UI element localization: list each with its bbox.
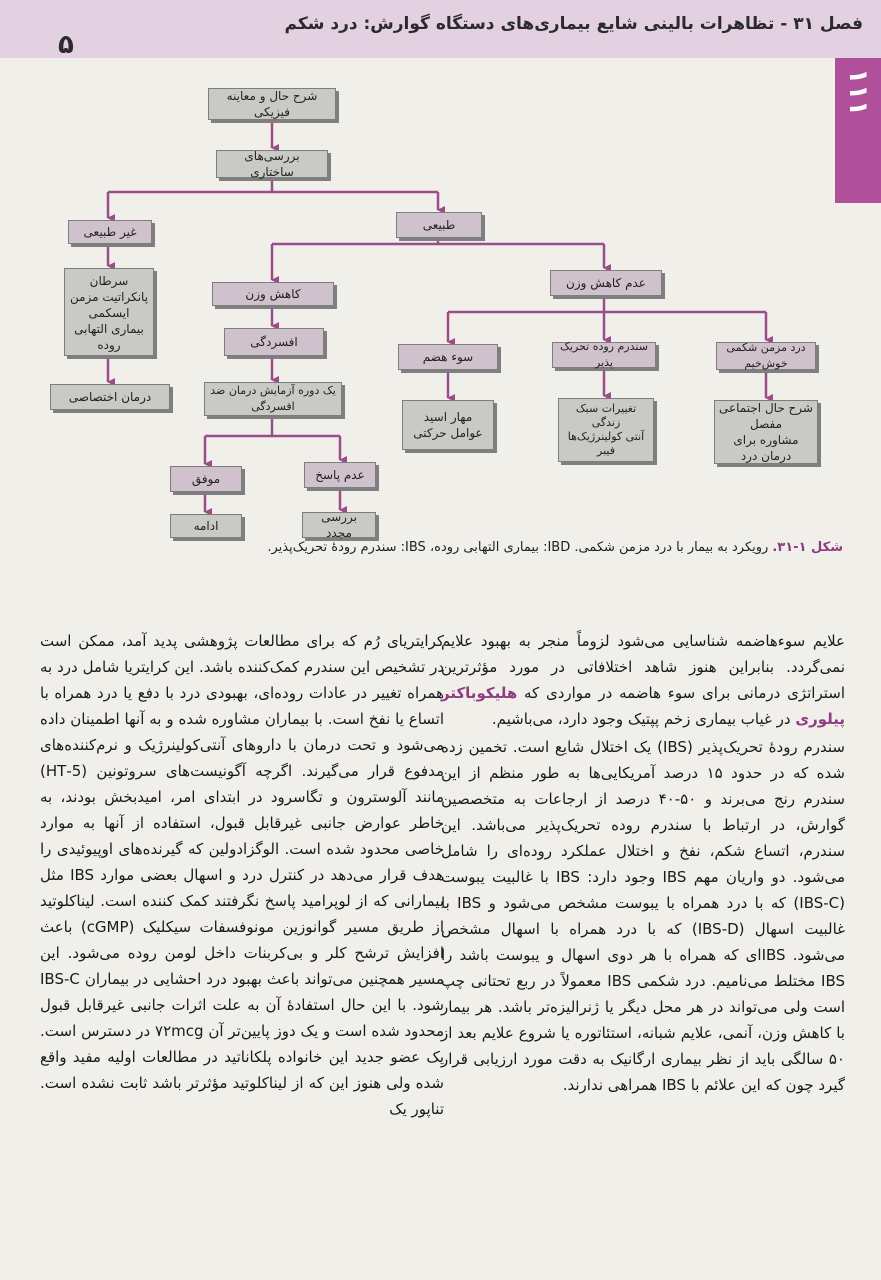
box-acid-suppression bbox=[402, 400, 494, 450]
box-dyspepsia: سوء هضم bbox=[398, 344, 498, 370]
box-no-weight-loss: عدم کاهش وزن bbox=[550, 270, 662, 296]
paragraph-text: در غیاب بیماری زخم پپتیک وجود دارد، می‌باشیم. bbox=[491, 710, 796, 728]
cause-cancer: سرطان bbox=[89, 274, 129, 288]
side-tab-label: ۱۱۱ bbox=[843, 68, 873, 116]
box-abnormal-causes bbox=[64, 268, 154, 356]
page-number: ۵ bbox=[58, 30, 74, 60]
pain-counseling: مشاوره برای درمان درد bbox=[733, 433, 799, 463]
chapter-title: فصل ۳۱ - تظاهرات بالینی شایع بیماری‌های دستگاه گوارش: درد شکم bbox=[284, 14, 863, 34]
box-depression: افسردگی bbox=[224, 328, 324, 356]
box-no-response: عدم پاسخ bbox=[304, 462, 376, 488]
figure-caption-text: رویکرد به بیمار با درد مزمن شکمی. IBD: بیماری التهابی روده، IBS: سندرم رودهٔ تحریک‌پذیر. bbox=[267, 540, 769, 555]
motility-agents: عوامل حرکتی bbox=[413, 426, 483, 440]
lifestyle-change: تغییرات سبک زندگی bbox=[575, 402, 637, 429]
box-ibs: سندرم روده تحریک پذیر bbox=[552, 342, 656, 368]
fiber: فیبر bbox=[597, 444, 615, 457]
box-success: موفق bbox=[170, 466, 242, 492]
paragraph-rome-criteria: کرایتریای رُم که برای مطالعات پژوهشی پدید آمد، ممکن است در تشخیص این سندرم کمک‌کننده باشد. این کرایتریا شامل درد به همراه تغییر در عادات روده‌ای، بهبودی درد با دفع یا درد همراه با اتساع یا نفخ است. با بیماران مشاوره شده و به آنها اطمینان داده می‌شود و تحت درمان با داروهای آنتی‌کولینرژیک و نرم‌کننده‌های مدفوع قرار می‌گیرند. اگرچه آگونیست‌های سروتونین (5-HT) مانند آلوسترون و تگاسرود در ابتدای امر، امیدبخش بودند، به خاطر عوارض جانبی غیرقابل قبول، استفاده از آنها به موارد خاصی محدود شده است. الوگزادولین که گیرنده‌های اوپیوئیدی را هدف قرار می‌دهد در کنترل درد و اسهال بعضی موارد IBS مثل بیمارانی که از لوپرامید پاسخ نگرفتند کمک کننده است. لیناکلوتید از طریق مسیر گوانوزین مونوفسفات سیکلیک (cGMP) باعث افزایش ترشح کلر و بی‌کربنات داخل لومن روده می‌شود. این مسیر همچنین می‌تواند باعث بهبود درد احشایی در بیماران IBS-C شود. با این حال استفادهٔ آن به علت اثرات جانبی غیرقابل قبول محدود شده است و یک دوز پایین‌تر آن ۷۲mcg در دسترس است. یک عضو جدید این خانواده پلکاناتید در مطالعات اولیه مفید واقع شده ولی هنوز این که از لیناکلوتید مؤثرتر باشد ثابت نشده است. تناپور یک bbox=[40, 632, 444, 1118]
box-structural-evaluation: بررسی‌های ساختاری bbox=[216, 150, 328, 178]
anticholinergics: آنتی کولینرژیک‌ها bbox=[567, 430, 645, 443]
box-weight-loss: کاهش وزن bbox=[212, 282, 334, 306]
box-psychosocial bbox=[714, 400, 818, 464]
figure-caption bbox=[37, 540, 843, 555]
box-continue: ادامه bbox=[170, 514, 242, 538]
figure-label: شکل ۱-۳۱. bbox=[772, 540, 843, 555]
paragraph-dyspepsia bbox=[441, 628, 845, 732]
box-reevaluate: بررسی مجدد bbox=[302, 512, 376, 538]
highlight-h-pylori: هلیکوباکتر پیلوری bbox=[441, 684, 845, 728]
box-antidepressant-trial: یک دوره آزمایش درمان ضد افسردگی bbox=[204, 382, 342, 416]
cause-chronic-pancreatitis: پانکراتیت مزمن bbox=[69, 290, 149, 304]
acid-inhibition: مهار اسید bbox=[423, 410, 473, 424]
paragraph-text: علایم سوءهاضمه شناسایی می‌شود لزوماً منجر به بهبود علایم نمی‌گردد. بنابراین هنوز شاهد اختلافاتی در مورد مؤثرترین استراتژی درمانی برای سوء هاضمه در مواردی که bbox=[441, 632, 845, 702]
social-history: شرح حال اجتماعی مفصل bbox=[719, 401, 813, 431]
cause-ischemia: ایسکمی bbox=[88, 306, 130, 320]
box-normal: طبیعی bbox=[396, 212, 482, 238]
text-column-left bbox=[40, 628, 444, 1228]
box-specific-treatment: درمان اختصاصی bbox=[50, 384, 170, 410]
paragraph-ibs: سندرم رودهٔ تحریک‌پذیر (IBS) یک اختلال شایع است. تخمین زده شده که در حدود ۱۵ درصد آمریکایی‌ها به طور منظم از این سندرم رنج می‌برند و ۵۰-۴۰ درصد از ارجاعات به متخصصین گوارش، در ارتباط با سندرم روده تحریک‌پذیر می‌باشد. این سندرم، اتساع شکم، نفخ و اختلال عملکرد روده‌ای را شامل می‌شود. دو واریان مهم IBS وجود دارد: IBS با غالبیت یبوست (IBS-C) که با درد همراه با یبوست مشخص می‌شود و IBS با غالبیت اسهال (IBS-D) که با درد همراه با اسهال مشخص می‌شود. IBSای که همراه با هر دوی اسهال و یبوست باشد را IBS مختلط می‌نامیم. درد شکمی IBS معمولاً در ربع تحتانی چپ است ولی می‌تواند در هر محل دیگر یا ژنرالیزه‌تر باشد. هر بیمار با کاهش وزن، آنمی، علایم شبانه، استئاتوره یا شروع علایم بعد از ۵۰ سالگی باید از نظر بیماری ارگانیک به دقت مورد ارزیابی قرار گیرد چون که این علائم با IBS همراهی ندارند. bbox=[441, 738, 846, 1094]
text-column-right bbox=[441, 628, 845, 1228]
box-abnormal: غیر طبیعی bbox=[68, 220, 152, 244]
cause-ibd: بیماری التهابی روده bbox=[74, 322, 144, 352]
box-lifestyle-changes bbox=[558, 398, 654, 462]
box-chronic-benign-pain: درد مزمن شکمی خوش‌خیم bbox=[716, 342, 816, 370]
box-history-physical: شرح حال و معاینه فیزیکی bbox=[208, 88, 336, 120]
